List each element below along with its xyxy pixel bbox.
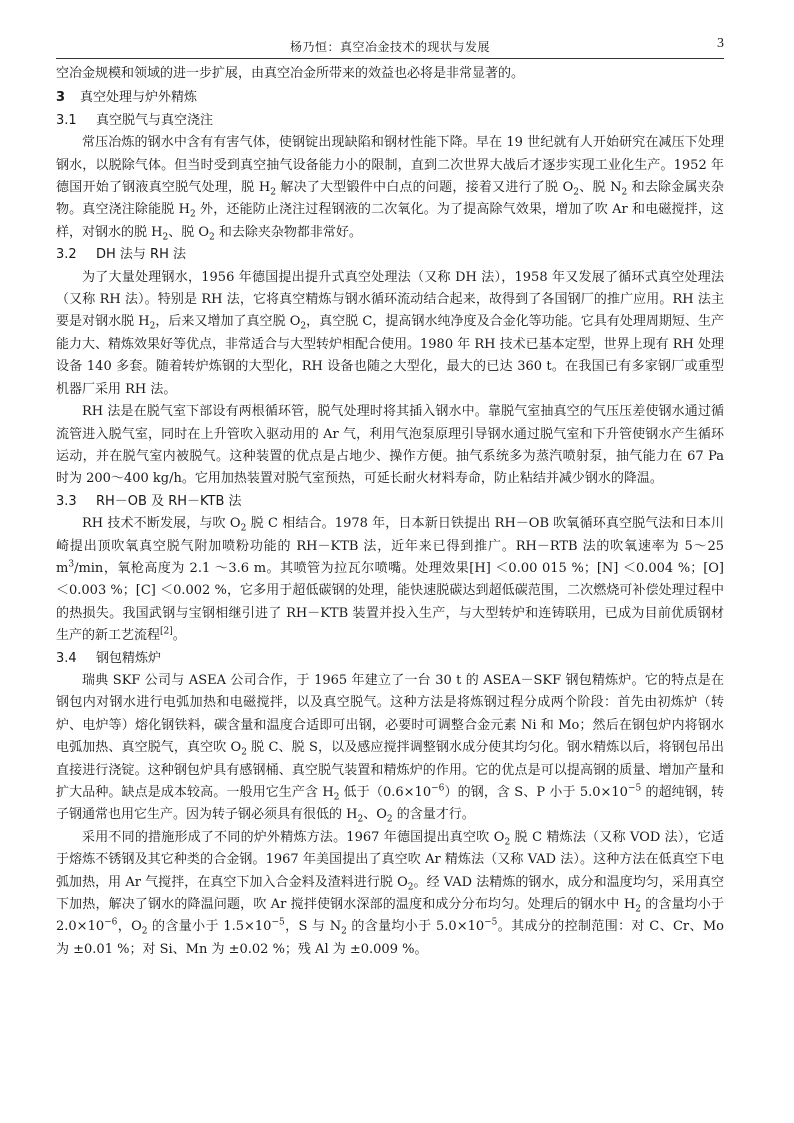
section-3-4-heading <box>56 648 724 670</box>
section-3-1-heading <box>56 110 724 132</box>
page-number: 3 <box>717 36 724 51</box>
section-3-1-title: 真空脱气与真空浇注 <box>96 112 214 128</box>
section-3-1-number: 3.1 <box>56 112 77 128</box>
section-3-4-paragraph-1: 瑞典 SKF 公司与 ASEA 公司合作，于 1965 年建立了一台 30 t 的 ASEA－SKF 钢包精炼炉。它的特点是在钢包内对钢水进行电弧加热和电磁搅拌，以及真空脱气。这种方法是将炼钢过程分成两个阶段：首先由初炼炉（转炉、电炉等）熔化钢铁料，碳含量和温度合适即可出钢，必要时可调整合金元素 Ni 和 Mo；然后在钢包炉内将钢水电弧加热、真空脱气，真空吹 $O_2$ 脱 C、脱 S，以及感应搅拌调整钢水成分使其均匀化。钢水精炼以后，将钢包吊出直接进行浇锭。这种钢包炉具有感钢桶、真空脱气装置和精炼炉的作用。它的优点是可以提高钢的质量、增加产量和扩大品种。缺点是成本较高。一般用它生产含 $H_2$ 低于$(0.6\times 10^{-6})$的钢，含 S、P 小于 $5.0\times 10^{-5}$ 的超纯钢，转子钢通常也用它生产。因为转子钢必须具有很低的 $H_2$、$O_2$ 的含量才行。 <box>56 672 724 825</box>
section-3-3-heading <box>56 491 724 513</box>
article-body <box>56 63 724 961</box>
running-header <box>56 36 724 59</box>
section-3-2-number: 3.2 <box>56 247 77 263</box>
reference-marker[interactable]: [2] <box>160 626 173 637</box>
section-3-3-number: 3.3 <box>56 493 77 509</box>
section-3-2-paragraph-1: 为了大量处理钢水，1956 年德国提出提升式真空处理法（又称 DH 法），1958 年又发展了循环式真空处理法（又称 RH 法）。特别是 RH 法，它将真空精炼与钢水循环流动结合起来，故得到了各国钢厂的推广应用。RH 法主要是对钢水脱 $H_2$，后来又增加了真空脱 $O_2$，真空脱 C，提高钢水纯净度及合金化等功能。它具有处理周期短、生产能力大、精炼效果好等优点，非常适合与大型转炉相配合使用。1980 年 RH 技术已基本定型，世界上现有 RH 处理设备 140 多套。随着转炉炼钢的大型化，RH 设备也随之大型化，最大的已达 360 t。在我国已有多家钢厂或重型机器厂采用 RH 法。 <box>56 269 724 397</box>
section-3-2-heading <box>56 244 724 266</box>
section-3-2-paragraph-2: RH 法是在脱气室下部设有两根循环管，脱气处理时将其插入钢水中。靠脱气室抽真空的气压压差使钢水通过循流管进入脱气室，同时在上升管吹入驱动用的 Ar 气，利用气泡泵原理引导钢水通过脱气室和下升管使钢水产生循环运动，并在脱气室内被脱气。这种装置的优点是占地少、操作方便。抽气系统多为蒸汽喷射泵，抽气能力在 67 Pa 时为 200～400 kg/h。它用加热装置对脱气室预热，可延长耐火材料寿命，防止粘结并减少钢水的降温。 <box>56 404 724 487</box>
section-3-4-paragraph-2: 采用不同的措施形成了不同的炉外精炼方法。1967 年德国提出真空吹 $O_2$ 脱 C 精炼法（又称 VOD 法），它适于熔炼不锈钢及其它种类的合金钢。1967 年美国提出了真空吹 Ar 精炼法（又称 VAD 法）。这种方法在低真空下电弧加热，用 Ar 气搅拌，在真空下加入合金料及渣料进行脱 $O_2$。经 VAD 法精炼的钢水，成分和温度均匀，采用真空下加热，解决了钢水的降温问题，吹 Ar 搅拌使钢水深部的温度和成分分布均匀。处理后的钢水中 $H_2$ 的含量均小于 $2.0\times 10^{-6}$，$O_2$ 的含量小于 $1.5\times 10^{-5}$，S 与 $N_2$ 的含量均小于 $5.0\times 10^{-5}$。其成分的控制范围：对 C、Cr、Mo 为 ±0.01 %；对 Si、Mn 为 ±0.02 %；残 Al 为 ±0.009 %。 <box>56 829 724 957</box>
section-3-3-paragraph: RH 技术不断发展，与吹 $O_2$ 脱 C 相结合。1978 年，日本新日铁提出 RH－OB 吹氧循环真空脱气法和日本川崎提出顶吹氧真空脱气附加喷粉功能的 RH－KTB 法，近年来已得到推广。RH－RTB 法的吹氧速率为 5～25 $m^3/\min$，氧枪高度为 2.1 ～3.6 m。其喷管为拉瓦尔喷嘴。处理效果[H] ＜0.00 015 %；[N] ＜0.004 %；[O] ＜0.003 %；[C] ＜0.002 %，它多用于超低碳钢的处理，能快速脱碳达到超低碳范围，二次燃烧可补偿处理过程中的热损失。我国武钢与宝钢相继引进了 RH－KTB 装置并投入生产，与大型转炉和连铸联用，已成为目前优质钢材生产的新工艺流程[2]。 <box>56 516 724 644</box>
section-3-4-title: 钢包精炼炉 <box>96 650 162 666</box>
section-3-number: 3 <box>56 90 66 106</box>
intro-tail-paragraph: 空冶金规模和领域的进一步扩展，由真空冶金所带来的效益也必将是非常显著的。 <box>56 66 525 81</box>
section-3-2-title: DH 法与 RH 法 <box>96 247 186 263</box>
section-3-1-paragraph: 常压冶炼的钢水中含有有害气体，使钢锭出现缺陷和钢材性能下降。早在 19 世纪就有人开始研究在减压下处理钢水，以脱除气体。但当时受到真空抽气设备能力小的限制，直到二次世界大战后才逐步实现工业化生产。1952 年德国开始了钢液真空脱气处理，脱 $H_2$ 解决了大型锻件中白点的问题，接着又进行了脱 $O_2$、脱 $N_2$ 和去除金属夹杂物。真空浇注除能脱 $H_2$ 外，还能防止浇注过程钢液的二次氧化。为了提高除气效果，增加了吹 Ar 和电磁搅拌，这样，对钢水的脱 $H_2$、脱 $O_2$ 和去除夹杂物都非常好。 <box>56 135 724 243</box>
header-title: 杨乃恒：真空冶金技术的现状与发展 <box>289 40 490 54</box>
section-3-title: 真空处理与炉外精炼 <box>80 90 198 106</box>
section-3-heading <box>56 87 724 109</box>
section-3-4-number: 3.4 <box>56 650 77 666</box>
section-3-3-title: RH－OB 及 RH－KTB 法 <box>96 493 242 509</box>
